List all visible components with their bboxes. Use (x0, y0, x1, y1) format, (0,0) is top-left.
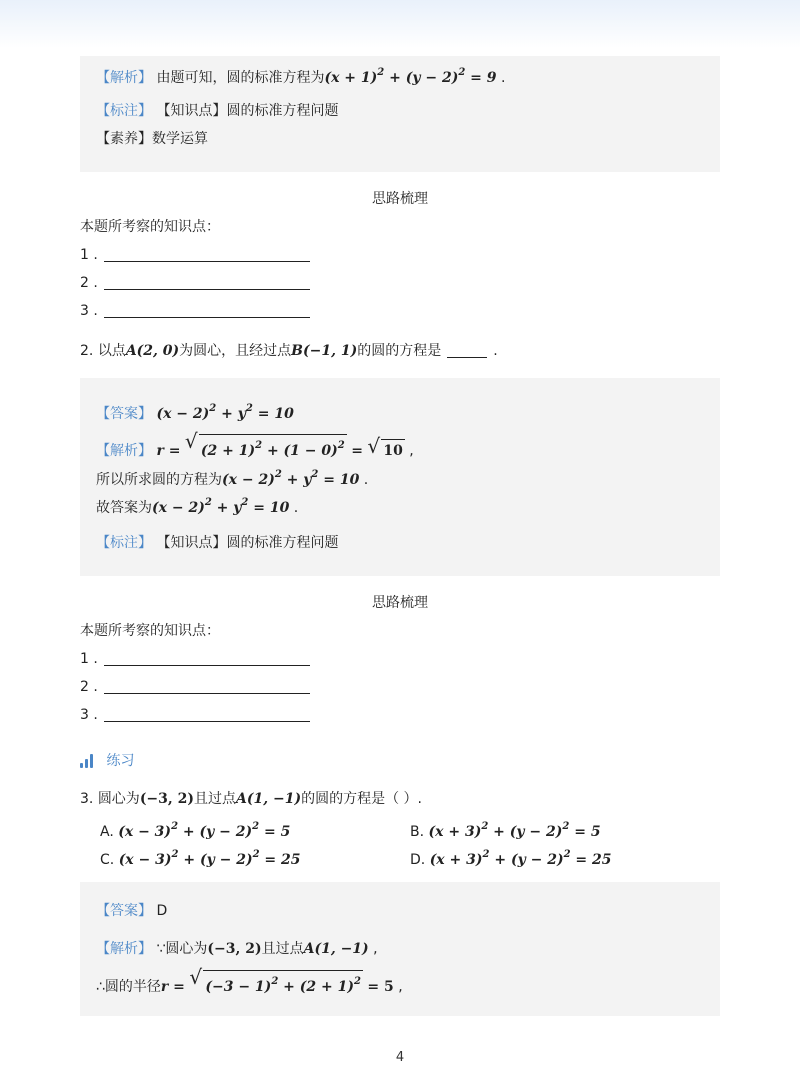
question-number: 2. (80, 343, 94, 359)
sqrt-expression (189, 965, 363, 998)
sqrt-sign: √ (184, 429, 198, 453)
equals-result: = 5 (367, 979, 394, 995)
answer-value: D (156, 903, 168, 919)
literacy-tag: 【素养】 (96, 131, 152, 147)
final-answer-line (96, 492, 298, 519)
question-2 (80, 340, 498, 362)
option-b[interactable] (410, 816, 601, 843)
radicand: 10 (381, 439, 404, 462)
option-equation: $(x - 3)^2 + (y - 2)^2 = 25$ (118, 849, 301, 868)
header-decoration (0, 0, 800, 48)
item-label: 1 . (80, 651, 98, 667)
comma: , (368, 941, 378, 957)
annotation-line (96, 100, 338, 122)
answer-tag: 【答案】 (96, 406, 152, 422)
review-item (80, 300, 310, 322)
answer-blank[interactable] (104, 304, 310, 318)
review-item (80, 676, 310, 698)
question-text: 为圆心，且经过点 (179, 343, 292, 359)
review-title: 思路梳理 (372, 191, 428, 207)
option-a[interactable] (100, 816, 290, 843)
analysis-text: ∵圆心为 (156, 941, 208, 957)
question-3 (80, 788, 422, 810)
final-text: 故答案为 (96, 500, 152, 516)
radicand: $(-3 - 1)^2 + (2 + 1)^2$ (203, 970, 363, 998)
answer-blank[interactable] (104, 276, 310, 290)
annotation-line (96, 532, 338, 554)
solution-box-2 (80, 378, 720, 576)
question-number: 3. (80, 791, 94, 807)
equals: = (351, 443, 363, 459)
review-item (80, 272, 310, 294)
option-equation: $(x + 3)^2 + (y - 2)^2 = 5$ (428, 821, 601, 840)
question-text: 且过点 (194, 791, 237, 807)
period: . (359, 472, 369, 488)
option-equation: $(x - 3)^2 + (y - 2)^2 = 5$ (118, 821, 291, 840)
sqrt-expression (184, 429, 347, 462)
question-text: 以点 (97, 343, 126, 359)
practice-label: 练习 (106, 753, 135, 769)
annotation-text: 【知识点】圆的标准方程问题 (156, 103, 339, 119)
page-number: 4 (395, 1050, 405, 1065)
analysis-tag: 【解析】 (96, 443, 152, 459)
answer-line (96, 398, 294, 425)
analysis-tag: 【解析】 (96, 70, 152, 86)
literacy-text: 数学运算 (152, 131, 208, 147)
radius-symbol: r = (156, 443, 181, 459)
center-point: (−3, 2) (207, 941, 262, 957)
period: . (496, 70, 506, 86)
bar-chart-icon (80, 754, 96, 768)
question-text: 圆心为 (97, 791, 140, 807)
item-label: 1 . (80, 247, 98, 263)
question-text: 的圆的方程是（ ）. (301, 791, 423, 807)
review-item (80, 704, 310, 726)
item-label: 3 . (80, 303, 98, 319)
item-label: 3 . (80, 707, 98, 723)
conclusion-text: 所以所求圆的方程为 (96, 472, 222, 488)
answer-blank[interactable] (447, 344, 487, 358)
option-equation: $(x + 3)^2 + (y - 2)^2 = 25$ (429, 849, 612, 868)
analysis-tag: 【解析】 (96, 941, 152, 957)
review-title: 思路梳理 (372, 595, 428, 611)
answer-tag: 【答案】 (96, 903, 152, 919)
answer-line (96, 900, 167, 922)
radius-symbol: r = (160, 979, 185, 995)
review-intro: 本题所考察的知识点： (80, 219, 220, 235)
practice-header (80, 750, 134, 772)
point-a: A(1, −1) (236, 791, 302, 807)
radius-text: ∴圆的半径 (96, 979, 161, 995)
period: . (493, 343, 498, 359)
comma: , (404, 443, 414, 459)
review-intro: 本题所考察的知识点： (80, 623, 220, 639)
option-d[interactable] (410, 844, 612, 871)
option-label: D. (410, 852, 426, 868)
radicand: $(2 + 1)^2 + (1 - 0)^2$ (199, 434, 347, 462)
point-b: B(−1, 1) (291, 343, 358, 359)
annotation-text: 【知识点】圆的标准方程问题 (156, 535, 339, 551)
option-label: C. (100, 852, 115, 868)
option-label: B. (410, 824, 425, 840)
equation: $(x - 2)^2 + y^2 = 10$ (152, 497, 290, 516)
analysis-text: 由题可知，圆的标准方程为 (156, 70, 325, 86)
item-label: 2 . (80, 275, 98, 291)
question-text: 的圆的方程是 (357, 343, 442, 359)
equation: $(x + 1)^2 + (y - 2)^2 = 9$ (324, 67, 497, 86)
comma: , (393, 979, 403, 995)
sqrt-sign: √ (367, 434, 381, 458)
annotation-tag: 【标注】 (96, 535, 152, 551)
option-label: A. (100, 824, 114, 840)
analysis-line (96, 429, 414, 462)
point-a: A(2, 0) (125, 343, 180, 359)
equation: $(x - 2)^2 + y^2 = 10$ (222, 469, 360, 488)
analysis-line (96, 938, 378, 960)
analysis-line (96, 62, 505, 89)
item-label: 2 . (80, 679, 98, 695)
analysis-text: 且过点 (261, 941, 304, 957)
answer-blank[interactable] (104, 652, 310, 666)
conclusion-line (96, 464, 368, 491)
answer-blank[interactable] (104, 708, 310, 722)
sqrt-sign: √ (189, 965, 203, 989)
review-item (80, 648, 310, 670)
literacy-line (96, 128, 208, 150)
solution-box-1 (80, 56, 720, 172)
period: . (289, 500, 299, 516)
equation: $(x - 2)^2 + y^2 = 10$ (156, 403, 294, 422)
point-a: A(1, −1) (303, 941, 369, 957)
sqrt-result (367, 434, 404, 462)
answer-blank[interactable] (104, 248, 310, 262)
center-point: (−3, 2) (139, 791, 195, 807)
solution-box-3 (80, 882, 720, 1016)
option-c[interactable] (100, 844, 301, 871)
radius-line (96, 965, 403, 998)
annotation-tag: 【标注】 (96, 103, 152, 119)
answer-blank[interactable] (104, 680, 310, 694)
review-item (80, 244, 310, 266)
